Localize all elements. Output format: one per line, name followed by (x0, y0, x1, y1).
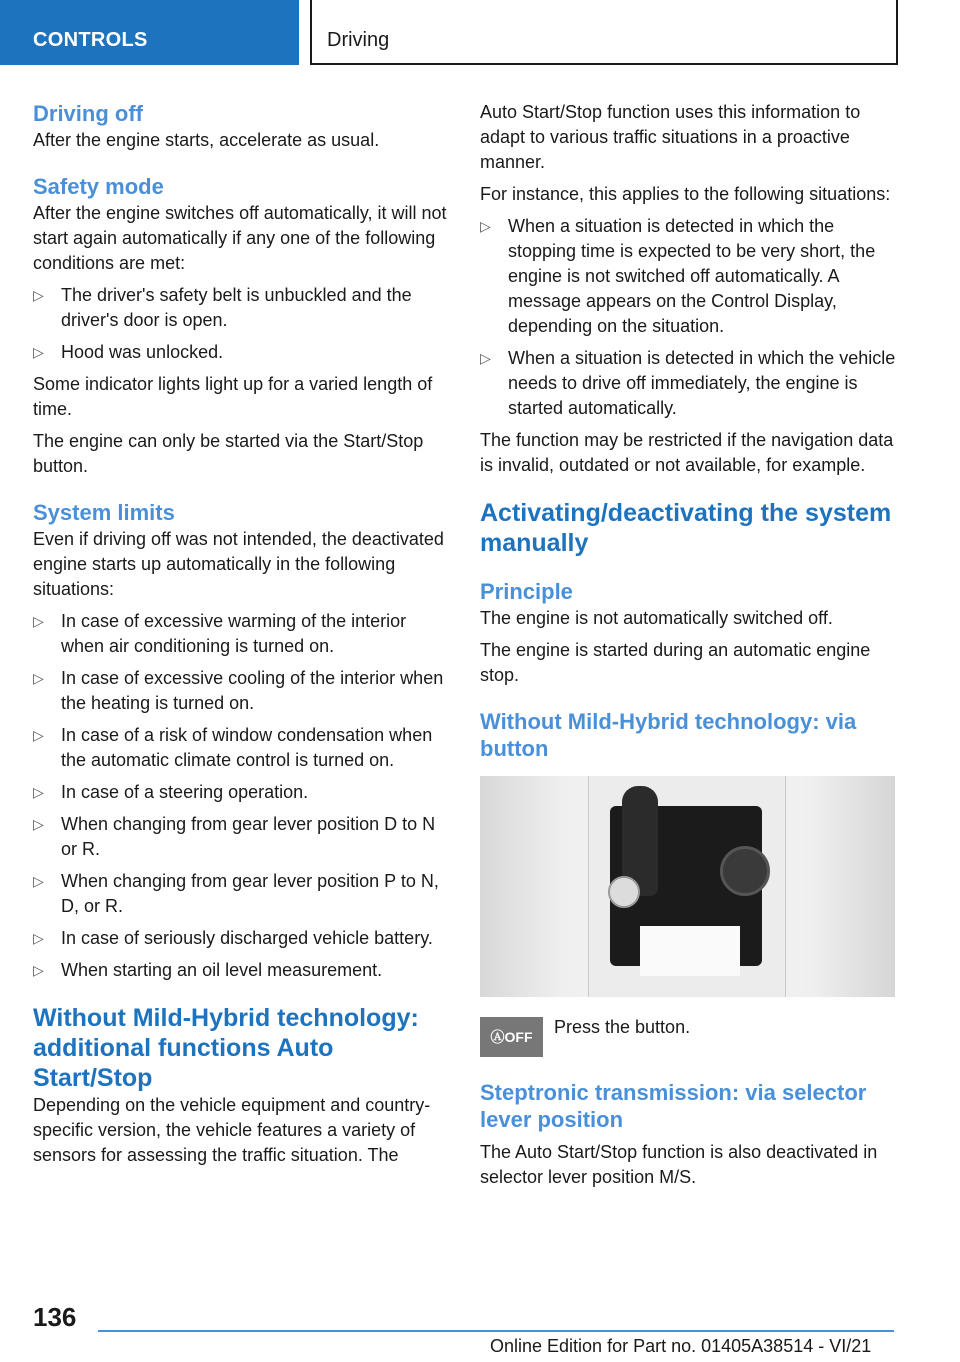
bullet-icon: ▷ (33, 930, 44, 946)
situations-list (480, 214, 896, 421)
indicator-text: Some indicator lights light up for a varied length of time. (33, 374, 433, 419)
list-item: ▷ The driver's safety belt is unbuckled and the driver's door is open. (33, 285, 412, 330)
center-console-image (480, 776, 895, 997)
driving-off-heading: Driving off (33, 101, 143, 126)
storage-shape (640, 926, 740, 976)
list-item: ▷ When starting an oil level measurement. (33, 958, 448, 983)
list-item: ▷ When changing from gear lever position P to N, D, or R. (33, 871, 439, 916)
bullet-icon: ▷ (33, 287, 44, 303)
bullet-icon: ▷ (33, 670, 44, 686)
list-item: ▷ When a situation is detected in which the vehicle needs to drive off immediately, the engine is started automatically. (480, 348, 896, 418)
footer-edition: Online Edition for Part no. 01405A38514 - VI/21 (490, 1336, 872, 1356)
list-item: ▷ When changing from gear lever position D to N or R. (33, 814, 436, 859)
bullet-icon: ▷ (33, 816, 44, 832)
chapter-tab (310, 0, 898, 65)
bullet-icon: ▷ (33, 784, 44, 800)
safety-list (33, 283, 448, 365)
list-item: ▷ When a situation is detected in which the stopping time is expected to be very short, the engine is not switched off automatically. A message appears on the Control Display, depending on the situation. (480, 216, 876, 336)
list-item: ▷ Hood was unlocked. (33, 340, 448, 365)
system-limits-heading: System limits (33, 500, 175, 525)
restricted-text: The function may be restricted if the navigation data is invalid, outdated or not available, for example. (480, 430, 894, 475)
bullet-icon: ▷ (480, 218, 491, 234)
continuation-text: Auto Start/Stop function uses this information to adapt to various traffic situations in a proactive manner. (480, 102, 861, 172)
bullet-icon: ▷ (33, 613, 44, 629)
list-item: ▷ In case of excessive cooling of the interior when the heating is turned on. (33, 668, 444, 713)
controller-knob-shape (720, 846, 770, 896)
safety-mode-heading: Safety mode (33, 174, 164, 199)
section-tab (0, 0, 299, 65)
button-heading: Without Mild-Hybrid technology: via button (480, 709, 857, 761)
principle-text-2: The engine is started during an automatic engine stop. (480, 640, 871, 685)
driving-off-text: After the engine starts, accelerate as usual. (33, 130, 380, 150)
list-item: ▷ In case of seriously discharged vehicle battery. (33, 926, 448, 951)
bullet-icon: ▷ (33, 873, 44, 889)
bullet-icon: ▷ (33, 344, 44, 360)
press-button-row (480, 1015, 896, 1059)
right-column (480, 100, 896, 1190)
list-item: ▷ In case of a steering operation. (33, 780, 448, 805)
mild-hybrid-heading: Without Mild-Hybrid technology: additional functions Auto Start/Stop (33, 1004, 419, 1092)
limits-list (33, 609, 448, 983)
start-stop-text: The engine can only be started via the Start/Stop button. (33, 431, 424, 476)
system-limits-text: Even if driving off was not intended, the deactivated engine starts up automatically in the following situations: (33, 529, 444, 599)
auto-start-stop-off-icon: ⒶOFF (480, 1017, 543, 1057)
activating-heading: Activating/deactivating the system manually (480, 499, 892, 557)
mild-hybrid-text: Depending on the vehicle equipment and country-specific version, the vehicle features a variety of sensors for assessing the traffic situation. The (33, 1095, 431, 1165)
instance-text: For instance, this applies to the following situations: (480, 184, 891, 204)
chapter-label: Driving (327, 29, 390, 51)
bullet-icon: ▷ (480, 350, 491, 366)
steptronic-text: The Auto Start/Stop function is also deactivated in selector lever position M/S. (480, 1142, 878, 1187)
section-label: CONTROLS (33, 29, 148, 51)
footer-rule (98, 1330, 894, 1332)
start-button-shape (608, 876, 640, 908)
steptronic-heading: Steptronic transmission: via selector lever position (480, 1080, 867, 1132)
list-item: ▷ In case of excessive warming of the interior when air conditioning is turned on. (33, 611, 407, 656)
safety-mode-text: After the engine switches off automatically, it will not start again automatically if any one of the following conditions are met: (33, 203, 447, 273)
bullet-icon: ▷ (33, 727, 44, 743)
left-column (33, 100, 448, 1168)
principle-heading: Principle (480, 579, 573, 604)
bullet-icon: ▷ (33, 962, 44, 978)
press-text: Press the button. (554, 1017, 691, 1037)
page-number: 136 (33, 1302, 77, 1332)
principle-text-1: The engine is not automatically switched off. (480, 608, 833, 628)
list-item: ▷ In case of a risk of window condensation when the automatic climate control is turned on. (33, 725, 433, 770)
